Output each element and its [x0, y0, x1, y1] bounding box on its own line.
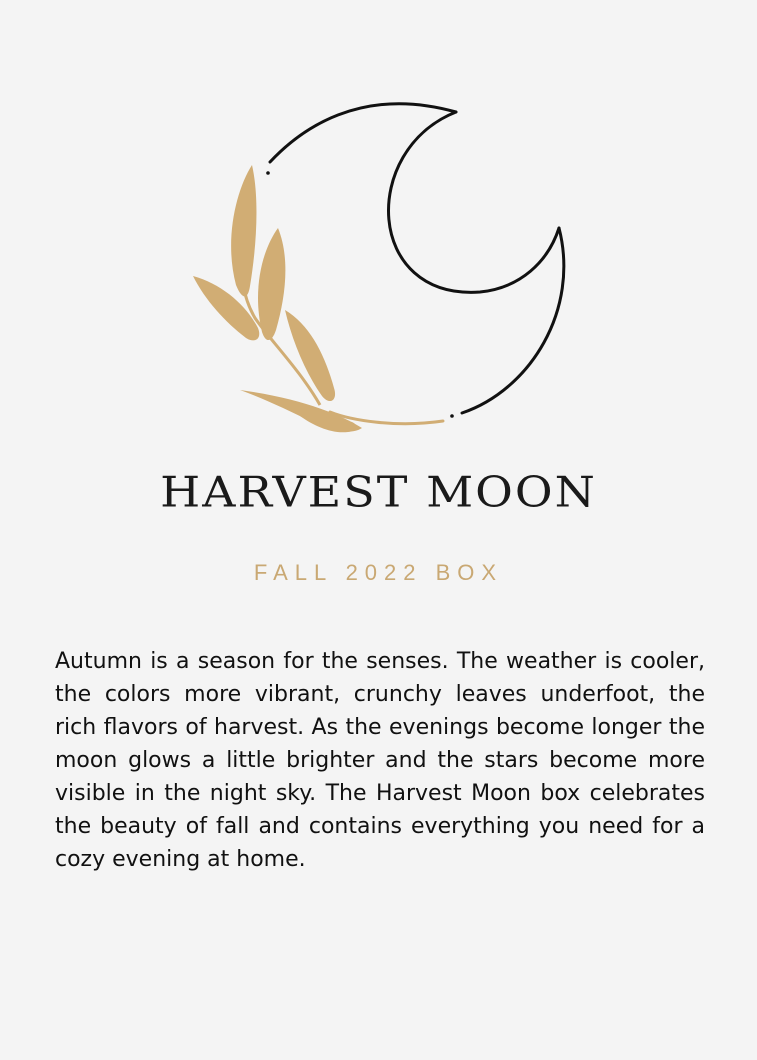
- subtitle: FALL 2022 BOX: [253, 560, 504, 585]
- page-title: HARVEST MOON: [160, 467, 597, 517]
- leaf-branch-icon: [193, 165, 443, 432]
- description-paragraph: Autumn is a season for the senses. The weather is cooler, the colors more vibrant, crunchy leaves underfoot, the rich flavors of harvest. As the evenings become longer the moon glows a little brighter and the stars become more visible in the night sky. The Harvest Moon box celebrates the beauty of fall and contains everything you need for a cozy evening at home.: [55, 649, 705, 872]
- harvest-moon-logo: [180, 95, 580, 440]
